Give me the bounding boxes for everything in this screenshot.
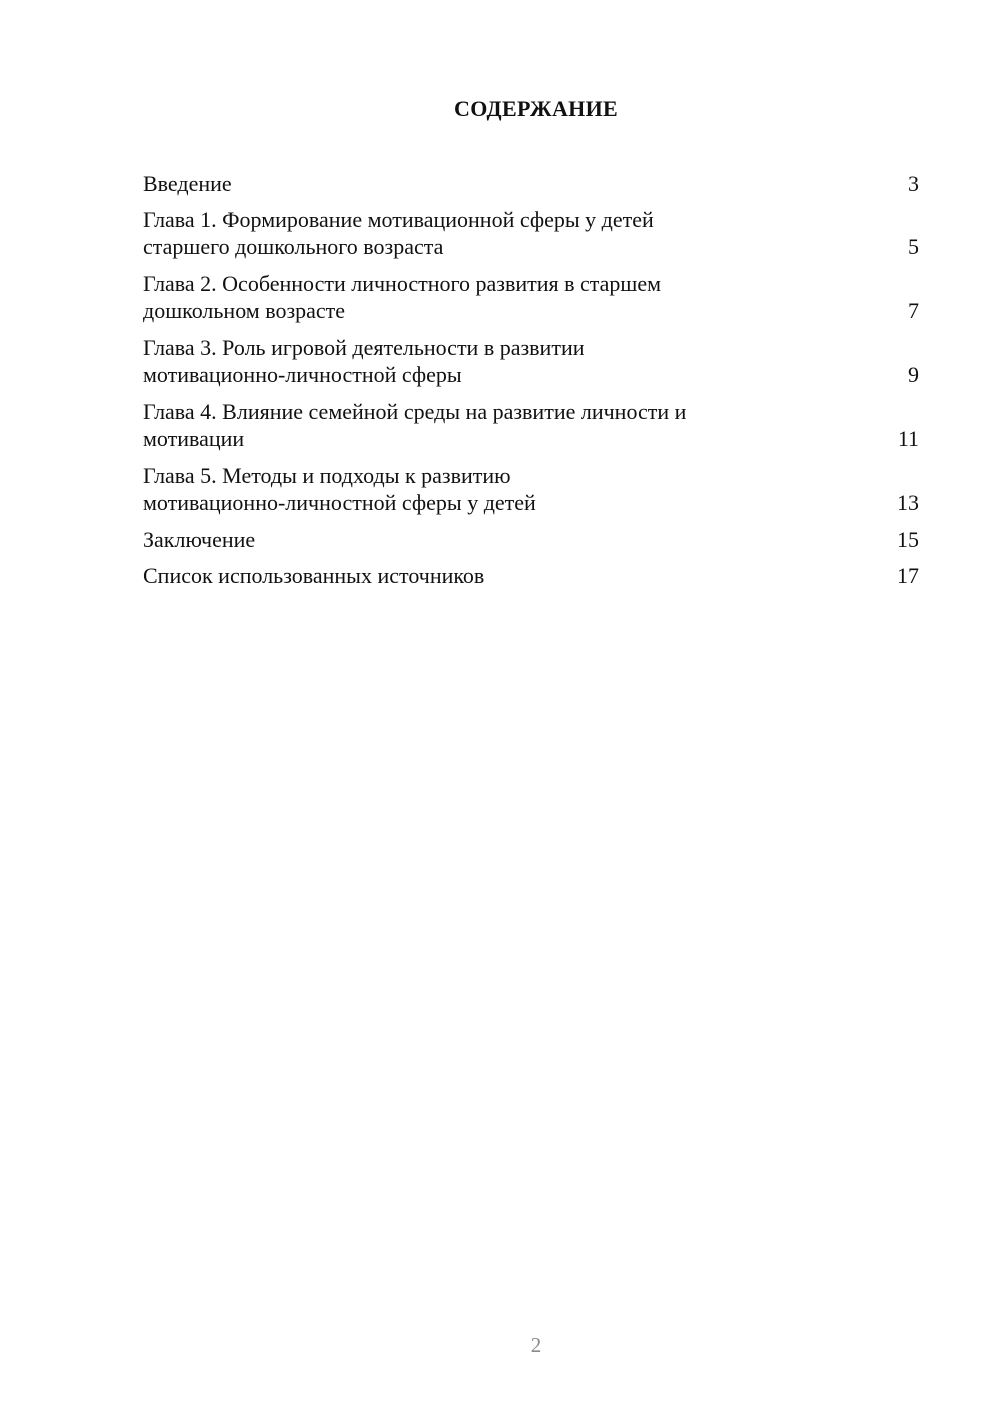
toc-entry-title: Глава 1. Формирование мотивационной сферы у детей старшего дошкольного возраста <box>143 207 654 259</box>
toc-entry-page: 17 <box>897 563 919 588</box>
toc-entry-chapter-5 <box>143 462 919 516</box>
page-number: 2 <box>530 1333 542 1357</box>
toc-entry-title: Заключение <box>143 527 256 552</box>
toc-entry-chapter-1 <box>143 206 919 260</box>
toc-entry-title: Глава 3. Роль игровой деятельности в развитии мотивационно-личностной сферы <box>143 335 585 387</box>
toc-entry-page: 5 <box>908 234 919 259</box>
toc-entry-page: 13 <box>897 490 919 515</box>
toc-entry-chapter-2 <box>143 270 919 324</box>
toc-entry-chapter-4 <box>143 398 919 452</box>
toc-entry-title: Глава 4. Влияние семейной среды на развитие личности и мотивации <box>143 399 687 451</box>
toc-entry-title: Введение <box>143 171 232 196</box>
toc-entry-title: Глава 2. Особенности личностного развития в старшем дошкольном возрасте <box>143 271 662 323</box>
toc-entry-title: Глава 5. Методы и подходы к развитию мотивационно-личностной сферы у детей <box>143 463 536 515</box>
toc-entry-introduction <box>143 170 919 197</box>
toc-entry-page: 9 <box>908 362 919 387</box>
toc-entry-conclusion <box>143 526 919 553</box>
toc-entry-title: Список использованных источников <box>143 563 485 588</box>
toc-entry-page: 11 <box>897 426 919 451</box>
toc-entry-chapter-3 <box>143 334 919 388</box>
toc-entry-page: 15 <box>897 527 919 552</box>
table-of-contents <box>143 170 919 598</box>
page-title: СОДЕРЖАНИЕ <box>454 96 618 121</box>
toc-entry-page: 3 <box>908 171 919 196</box>
toc-entry-page: 7 <box>908 298 919 323</box>
toc-entry-references <box>143 562 919 589</box>
